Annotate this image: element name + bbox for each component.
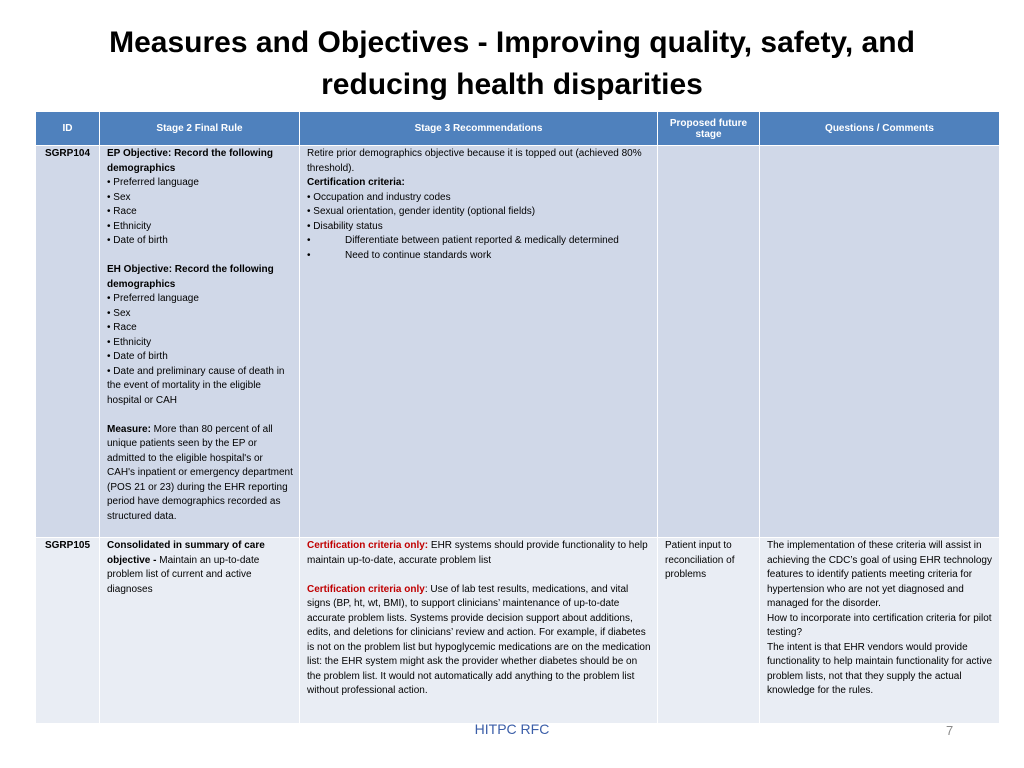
measure-paragraph bbox=[107, 423, 293, 525]
row-id: SGRP105 bbox=[36, 538, 100, 724]
stage3-cell bbox=[300, 146, 658, 538]
list-item: • Ethnicity bbox=[107, 336, 152, 348]
list-item: • Need to continue standards work bbox=[307, 249, 492, 261]
list-item: • Date of birth bbox=[107, 351, 168, 362]
header-id: ID bbox=[36, 112, 100, 146]
list-item: • Date and preliminary cause of death in the event of mortality in the eligible hospital or CAH bbox=[107, 365, 285, 406]
header-proposed-future-stage: Proposed future stage bbox=[658, 112, 760, 146]
stage3-paragraph-1 bbox=[307, 539, 651, 568]
list-item: • Sex bbox=[107, 191, 131, 203]
header-stage3-recommendations: Stage 3 Recommendations bbox=[300, 112, 658, 146]
stage3-cell bbox=[300, 538, 658, 724]
stage2-label: Consolidated in summary of care objective - bbox=[107, 540, 265, 566]
slide-title bbox=[60, 22, 964, 106]
table-row bbox=[36, 538, 1000, 724]
comments-cell bbox=[760, 538, 1000, 724]
header-stage2-final-rule: Stage 2 Final Rule bbox=[100, 112, 300, 146]
header-questions-comments: Questions / Comments bbox=[760, 112, 1000, 146]
table-row bbox=[36, 146, 1000, 538]
stage3-intro: Retire prior demographics objective because it is topped out (achieved 80% threshold). bbox=[307, 148, 642, 174]
list-item: • Occupation and industry codes bbox=[307, 191, 451, 203]
comments-cell bbox=[760, 146, 1000, 538]
list-item: • Sex bbox=[107, 307, 131, 319]
eh-objective-heading: EH Objective: Record the following demographics bbox=[107, 264, 274, 290]
list-item: • Date of birth bbox=[107, 235, 168, 246]
certification-criteria-label: Certification criteria: bbox=[307, 177, 405, 188]
stage2-cell bbox=[100, 538, 300, 724]
page-number: 7 bbox=[946, 723, 954, 738]
comment-paragraph: How to incorporate into certification criteria for pilot testing? bbox=[767, 612, 992, 638]
table-header-row bbox=[36, 112, 1000, 146]
certification-only-label: Certification criteria only bbox=[307, 583, 425, 595]
comment-paragraph: The implementation of these criteria will assist in achieving the CDC’s goal of using EHR technology features to identify patients meeting criteria for hypertension who are not yet diagnosed and managed for the disorder. bbox=[767, 540, 992, 609]
row-id: SGRP104 bbox=[36, 146, 100, 538]
measures-table bbox=[35, 111, 999, 724]
comment-paragraph: The intent is that EHR vendors would provide functionality to help maintain functionality for active problem lists, not that they supply the actual knowledge for the rules. bbox=[767, 641, 993, 696]
measure-text: More than 80 percent of all unique patients seen by the EP or admitted to the eligible hospital's or CAH's inpatient or emergency department (POS 21 or 23) during the EHR reporting period have demographics recorded as structured data. bbox=[107, 423, 293, 522]
list-item: • Preferred language bbox=[107, 177, 199, 188]
stage3-text-2: : Use of lab test results, medications, and vital signs (BP, ht, wt, BMI), to support clinicians’ maintenance of up-to-date accurate problem lists. Systems provide decision support about additions, edits, and deletions for clinicians’ review and action. For example, if diabetes is not on the problem list but hypoglycemic medications are on the medication list: the EHR system might ask the provider whether diabetes should be on the problem list. It would not automatically add anything to the problem list without professional action. bbox=[307, 583, 651, 696]
ep-objective-heading: EP Objective: Record the following demographics bbox=[107, 148, 273, 174]
list-item: • Differentiate between patient reported & medically determined bbox=[307, 235, 619, 246]
future-stage-cell: Patient input to reconciliation of problems bbox=[658, 538, 760, 724]
stage2-text: Maintain an up-to-date problem list of current and active diagnoses bbox=[107, 554, 260, 595]
measure-label: Measure: bbox=[107, 423, 151, 435]
list-item: • Disability status bbox=[307, 220, 383, 232]
future-stage-cell bbox=[658, 146, 760, 538]
list-item-text: Need to continue standards work bbox=[345, 249, 492, 261]
list-item: • Sexual orientation, gender identity (optional fields) bbox=[307, 206, 536, 217]
footer-label: HITPC RFC bbox=[474, 721, 550, 737]
stage2-cell bbox=[100, 146, 300, 538]
list-item: • Preferred language bbox=[107, 293, 199, 304]
list-item: • Ethnicity bbox=[107, 220, 152, 232]
slide-title-line-1: Measures and Objectives - Improving quality, safety, and bbox=[109, 26, 915, 59]
stage3-paragraph-2 bbox=[307, 583, 651, 699]
list-item: • Race bbox=[107, 206, 137, 217]
slide-title-line-2: reducing health disparities bbox=[321, 68, 703, 101]
list-item: • Race bbox=[107, 322, 137, 333]
list-item-text: Differentiate between patient reported & medically determined bbox=[345, 235, 619, 246]
certification-only-label: Certification criteria only: bbox=[307, 540, 429, 551]
stage3-text-1: EHR systems should provide functionality to help maintain up-to-date, accurate problem list bbox=[307, 540, 648, 566]
